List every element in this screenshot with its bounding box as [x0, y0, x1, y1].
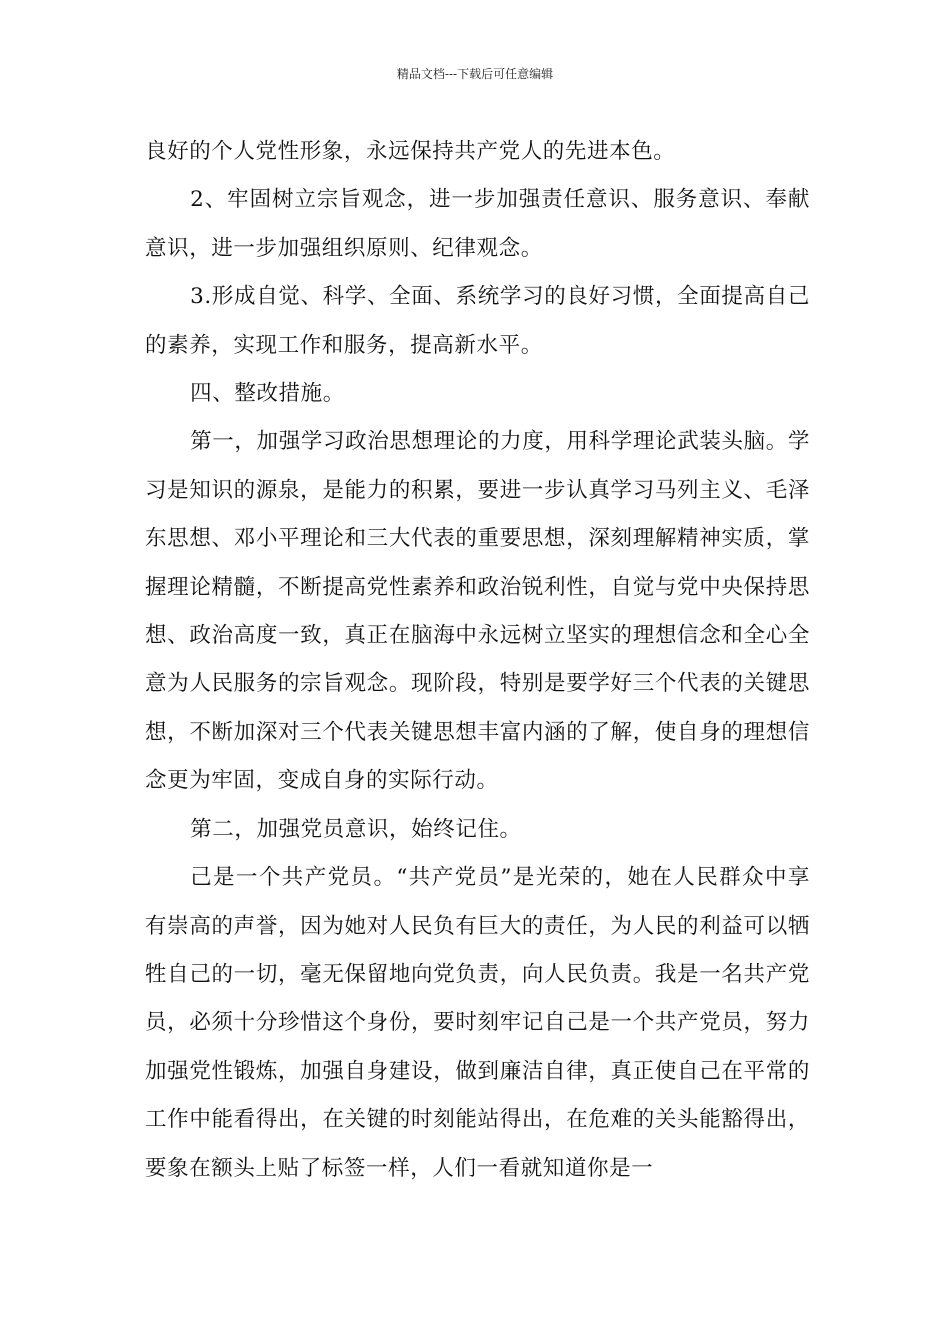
- paragraph-3: 3.形成自觉、科学、全面、系统学习的良好习惯，全面提高自己的素养，实现工作和服务，提高新水平。: [145, 284, 810, 358]
- paragraph-7: 己是一个共产党员。“共产党员”是光荣的，她在人民群众中享有崇高的声誉，因为她对人民负有巨大的责任，为人民的利益可以牺牲自己的一切，毫无保留地向党负责，向人民负责。我是一名共产党员，必须十分珍惜这个身份，要时刻牢记自己是一个共产党员，努力加强党性锻炼，加强自身建设，做到廉洁自律，真正使自己在平常的工作中能看得出，在关键的时刻能站得出，在危难的关头能豁得出，要象在额头上贴了标签一样，人们一看就知道你是一: [145, 865, 810, 1181]
- paragraph-2: 2、牢固树立宗旨观念，进一步加强责任意识、服务意识、奉献意识，进一步加强组织原则、纪律观念。: [145, 187, 810, 261]
- paragraph-5: 第一，加强学习政治思想理论的力度，用科学理论武装头脑。学习是知识的源泉，是能力的积累，要进一步认真学习马列主义、毛泽东思想、邓小平理论和三大代表的重要思想，深刻理解精神实质，掌握理论精髓，不断提高党性素养和政治锐利性，自觉与党中央保持思想、政治高度一致，真正在脑海中永远树立坚实的理想信念和全心全意为人民服务的宗旨观念。现阶段，特别是要学好三个代表的关键思想，不断加深对三个代表关键思想丰富内涵的了解，使自身的理想信念更为牢固，变成自身的实际行动。: [145, 429, 810, 794]
- document-body: [145, 128, 810, 1193]
- section-heading-4: 四、整改措施。: [190, 381, 345, 407]
- paragraph-6: 第二，加强党员意识，始终记住。: [190, 816, 522, 842]
- paragraph-1: 良好的个人党性形象，永远保持共产党人的先进本色。: [145, 139, 676, 164]
- page-header: 精品文档---下载后可任意编辑: [396, 67, 554, 81]
